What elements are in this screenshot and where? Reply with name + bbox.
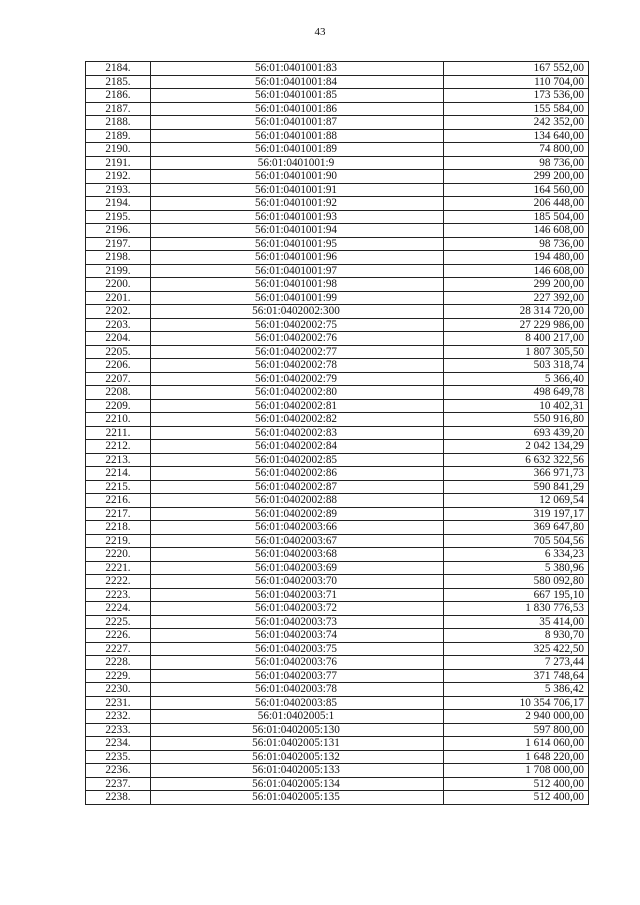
cadastral-value-cell: 98 736,00 bbox=[444, 237, 589, 251]
cadastral-value-cell: 590 841,29 bbox=[444, 480, 589, 494]
table-row bbox=[86, 575, 589, 589]
cadastral-number-cell: 56:01:0402003:70 bbox=[151, 575, 444, 589]
cadastral-value-cell: 167 552,00 bbox=[444, 62, 589, 76]
cadastral-number-cell: 56:01:0401001:91 bbox=[151, 183, 444, 197]
cadastral-number-cell: 56:01:0402005:132 bbox=[151, 750, 444, 764]
row-number-cell: 2202. bbox=[86, 305, 151, 319]
table-row bbox=[86, 467, 589, 481]
cadastral-number-cell: 56:01:0402003:66 bbox=[151, 521, 444, 535]
cadastral-number-cell: 56:01:0402003:72 bbox=[151, 602, 444, 616]
cadastral-number-cell: 56:01:0402002:81 bbox=[151, 399, 444, 413]
row-number-cell: 2205. bbox=[86, 345, 151, 359]
cadastral-number-cell: 56:01:0402002:89 bbox=[151, 507, 444, 521]
cadastral-number-cell: 56:01:0401001:98 bbox=[151, 278, 444, 292]
table-row bbox=[86, 602, 589, 616]
cadastral-number-cell: 56:01:0402002:76 bbox=[151, 332, 444, 346]
cadastral-number-cell: 56:01:0402002:86 bbox=[151, 467, 444, 481]
cadastral-value-cell: 319 197,17 bbox=[444, 507, 589, 521]
table-row bbox=[86, 359, 589, 373]
table-row bbox=[86, 521, 589, 535]
row-number-cell: 2204. bbox=[86, 332, 151, 346]
cadastral-number-cell: 56:01:0401001:84 bbox=[151, 75, 444, 89]
table-row bbox=[86, 143, 589, 157]
table-row bbox=[86, 494, 589, 508]
cadastral-number-cell: 56:01:0402003:78 bbox=[151, 683, 444, 697]
row-number-cell: 2184. bbox=[86, 62, 151, 76]
row-number-cell: 2197. bbox=[86, 237, 151, 251]
cadastral-value-cell: 2 042 134,29 bbox=[444, 440, 589, 454]
row-number-cell: 2230. bbox=[86, 683, 151, 697]
cadastral-number-cell: 56:01:0402003:77 bbox=[151, 669, 444, 683]
table-row bbox=[86, 696, 589, 710]
cadastral-number-cell: 56:01:0402005:131 bbox=[151, 737, 444, 751]
row-number-cell: 2192. bbox=[86, 170, 151, 184]
cadastral-value-cell: 8 400 217,00 bbox=[444, 332, 589, 346]
table-row bbox=[86, 291, 589, 305]
table-row bbox=[86, 480, 589, 494]
cadastral-number-cell: 56:01:0402002:75 bbox=[151, 318, 444, 332]
table-row bbox=[86, 534, 589, 548]
cadastral-number-cell: 56:01:0402002:80 bbox=[151, 386, 444, 400]
cadastral-value-cell: 693 439,20 bbox=[444, 426, 589, 440]
cadastral-value-cell: 369 647,80 bbox=[444, 521, 589, 535]
row-number-cell: 2191. bbox=[86, 156, 151, 170]
table-row bbox=[86, 561, 589, 575]
cadastral-number-cell: 56:01:0401001:90 bbox=[151, 170, 444, 184]
cadastral-value-cell: 299 200,00 bbox=[444, 278, 589, 292]
cadastral-value-cell: 146 608,00 bbox=[444, 224, 589, 238]
cadastral-number-cell: 56:01:0402003:74 bbox=[151, 629, 444, 643]
cadastral-value-cell: 6 334,23 bbox=[444, 548, 589, 562]
row-number-cell: 2194. bbox=[86, 197, 151, 211]
cadastral-value-cell: 2 940 000,00 bbox=[444, 710, 589, 724]
row-number-cell: 2195. bbox=[86, 210, 151, 224]
cadastral-number-cell: 56:01:0402005:134 bbox=[151, 777, 444, 791]
table-row bbox=[86, 723, 589, 737]
cadastral-number-cell: 56:01:0401001:92 bbox=[151, 197, 444, 211]
row-number-cell: 2235. bbox=[86, 750, 151, 764]
cadastral-value-cell: 299 200,00 bbox=[444, 170, 589, 184]
row-number-cell: 2223. bbox=[86, 588, 151, 602]
cadastral-value-cell: 206 448,00 bbox=[444, 197, 589, 211]
row-number-cell: 2185. bbox=[86, 75, 151, 89]
table-row bbox=[86, 89, 589, 103]
cadastral-number-cell: 56:01:0401001:93 bbox=[151, 210, 444, 224]
row-number-cell: 2218. bbox=[86, 521, 151, 535]
table-row bbox=[86, 669, 589, 683]
cadastral-number-cell: 56:01:0401001:85 bbox=[151, 89, 444, 103]
table-row bbox=[86, 453, 589, 467]
row-number-cell: 2214. bbox=[86, 467, 151, 481]
table-row bbox=[86, 386, 589, 400]
row-number-cell: 2188. bbox=[86, 116, 151, 130]
cadastral-value-cell: 155 584,00 bbox=[444, 102, 589, 116]
row-number-cell: 2229. bbox=[86, 669, 151, 683]
row-number-cell: 2200. bbox=[86, 278, 151, 292]
cadastral-value-cell: 512 400,00 bbox=[444, 777, 589, 791]
row-number-cell: 2224. bbox=[86, 602, 151, 616]
row-number-cell: 2211. bbox=[86, 426, 151, 440]
table-row bbox=[86, 777, 589, 791]
cadastral-number-cell: 56:01:0402002:82 bbox=[151, 413, 444, 427]
cadastral-value-cell: 28 314 720,00 bbox=[444, 305, 589, 319]
row-number-cell: 2209. bbox=[86, 399, 151, 413]
table-row bbox=[86, 332, 589, 346]
cadastral-number-cell: 56:01:0402002:85 bbox=[151, 453, 444, 467]
table-row bbox=[86, 62, 589, 76]
cadastral-value-cell: 173 536,00 bbox=[444, 89, 589, 103]
table-row bbox=[86, 156, 589, 170]
cadastral-value-cell: 5 380,96 bbox=[444, 561, 589, 575]
cadastral-number-cell: 56:01:0401001:95 bbox=[151, 237, 444, 251]
cadastral-number-cell: 56:01:0401001:94 bbox=[151, 224, 444, 238]
row-number-cell: 2207. bbox=[86, 372, 151, 386]
row-number-cell: 2233. bbox=[86, 723, 151, 737]
row-number-cell: 2206. bbox=[86, 359, 151, 373]
row-number-cell: 2217. bbox=[86, 507, 151, 521]
cadastral-number-cell: 56:01:0401001:87 bbox=[151, 116, 444, 130]
table-row bbox=[86, 615, 589, 629]
row-number-cell: 2220. bbox=[86, 548, 151, 562]
cadastral-value-cell: 580 092,80 bbox=[444, 575, 589, 589]
cadastral-value-cell: 6 632 322,56 bbox=[444, 453, 589, 467]
cadastral-value-cell: 1 807 305,50 bbox=[444, 345, 589, 359]
cadastral-number-cell: 56:01:0402002:78 bbox=[151, 359, 444, 373]
cadastral-number-cell: 56:01:0402003:68 bbox=[151, 548, 444, 562]
table-row bbox=[86, 75, 589, 89]
cadastral-value-cell: 185 504,00 bbox=[444, 210, 589, 224]
cadastral-number-cell: 56:01:0402005:133 bbox=[151, 764, 444, 778]
row-number-cell: 2213. bbox=[86, 453, 151, 467]
cadastral-value-cell: 667 195,10 bbox=[444, 588, 589, 602]
row-number-cell: 2210. bbox=[86, 413, 151, 427]
cadastral-value-cell: 705 504,56 bbox=[444, 534, 589, 548]
cadastral-value-cell: 227 392,00 bbox=[444, 291, 589, 305]
cadastral-number-cell: 56:01:0402003:71 bbox=[151, 588, 444, 602]
cadastral-value-cell: 242 352,00 bbox=[444, 116, 589, 130]
cadastral-value-cell: 1 830 776,53 bbox=[444, 602, 589, 616]
row-number-cell: 2215. bbox=[86, 480, 151, 494]
row-number-cell: 2193. bbox=[86, 183, 151, 197]
table-row bbox=[86, 116, 589, 130]
row-number-cell: 2228. bbox=[86, 656, 151, 670]
cadastral-value-table bbox=[85, 61, 589, 805]
cadastral-value-cell: 27 229 986,00 bbox=[444, 318, 589, 332]
row-number-cell: 2231. bbox=[86, 696, 151, 710]
row-number-cell: 2237. bbox=[86, 777, 151, 791]
table-row bbox=[86, 237, 589, 251]
table-row bbox=[86, 197, 589, 211]
cadastral-value-cell: 12 069,54 bbox=[444, 494, 589, 508]
row-number-cell: 2187. bbox=[86, 102, 151, 116]
row-number-cell: 2216. bbox=[86, 494, 151, 508]
row-number-cell: 2234. bbox=[86, 737, 151, 751]
cadastral-value-cell: 134 640,00 bbox=[444, 129, 589, 143]
row-number-cell: 2189. bbox=[86, 129, 151, 143]
cadastral-value-cell: 194 480,00 bbox=[444, 251, 589, 265]
cadastral-number-cell: 56:01:0402002:79 bbox=[151, 372, 444, 386]
cadastral-value-cell: 498 649,78 bbox=[444, 386, 589, 400]
table-row bbox=[86, 750, 589, 764]
table-row bbox=[86, 399, 589, 413]
table-row bbox=[86, 426, 589, 440]
cadastral-value-cell: 1 708 000,00 bbox=[444, 764, 589, 778]
cadastral-value-cell: 110 704,00 bbox=[444, 75, 589, 89]
table-row bbox=[86, 764, 589, 778]
cadastral-number-cell: 56:01:0402002:83 bbox=[151, 426, 444, 440]
row-number-cell: 2236. bbox=[86, 764, 151, 778]
page-number: 43 bbox=[314, 26, 326, 38]
row-number-cell: 2227. bbox=[86, 642, 151, 656]
cadastral-number-cell: 56:01:0401001:88 bbox=[151, 129, 444, 143]
cadastral-value-cell: 146 608,00 bbox=[444, 264, 589, 278]
cadastral-number-cell: 56:01:0402003:75 bbox=[151, 642, 444, 656]
row-number-cell: 2212. bbox=[86, 440, 151, 454]
cadastral-number-cell: 56:01:0401001:86 bbox=[151, 102, 444, 116]
cadastral-value-cell: 371 748,64 bbox=[444, 669, 589, 683]
table-row bbox=[86, 264, 589, 278]
row-number-cell: 2225. bbox=[86, 615, 151, 629]
table-row bbox=[86, 170, 589, 184]
cadastral-value-cell: 325 422,50 bbox=[444, 642, 589, 656]
row-number-cell: 2219. bbox=[86, 534, 151, 548]
cadastral-number-cell: 56:01:0402003:69 bbox=[151, 561, 444, 575]
cadastral-value-cell: 503 318,74 bbox=[444, 359, 589, 373]
table-row bbox=[86, 102, 589, 116]
cadastral-number-cell: 56:01:0402002:88 bbox=[151, 494, 444, 508]
row-number-cell: 2208. bbox=[86, 386, 151, 400]
cadastral-value-cell: 550 916,80 bbox=[444, 413, 589, 427]
cadastral-number-cell: 56:01:0402005:130 bbox=[151, 723, 444, 737]
cadastral-number-cell: 56:01:0402002:84 bbox=[151, 440, 444, 454]
cadastral-value-cell: 1 648 220,00 bbox=[444, 750, 589, 764]
cadastral-value-cell: 35 414,00 bbox=[444, 615, 589, 629]
row-number-cell: 2222. bbox=[86, 575, 151, 589]
row-number-cell: 2221. bbox=[86, 561, 151, 575]
cadastral-value-cell: 98 736,00 bbox=[444, 156, 589, 170]
cadastral-number-cell: 56:01:0402003:85 bbox=[151, 696, 444, 710]
row-number-cell: 2186. bbox=[86, 89, 151, 103]
table-row bbox=[86, 318, 589, 332]
table-row bbox=[86, 413, 589, 427]
cadastral-number-cell: 56:01:0402002:87 bbox=[151, 480, 444, 494]
table-row bbox=[86, 372, 589, 386]
table-row bbox=[86, 588, 589, 602]
cadastral-value-cell: 7 273,44 bbox=[444, 656, 589, 670]
cadastral-value-cell: 8 930,70 bbox=[444, 629, 589, 643]
cadastral-value-cell: 366 971,73 bbox=[444, 467, 589, 481]
cadastral-number-cell: 56:01:0402002:300 bbox=[151, 305, 444, 319]
cadastral-number-cell: 56:01:0401001:9 bbox=[151, 156, 444, 170]
row-number-cell: 2203. bbox=[86, 318, 151, 332]
table-row bbox=[86, 548, 589, 562]
table-row bbox=[86, 210, 589, 224]
table-row bbox=[86, 129, 589, 143]
row-number-cell: 2196. bbox=[86, 224, 151, 238]
table-row bbox=[86, 278, 589, 292]
cadastral-number-cell: 56:01:0402003:67 bbox=[151, 534, 444, 548]
cadastral-number-cell: 56:01:0401001:97 bbox=[151, 264, 444, 278]
table-row bbox=[86, 305, 589, 319]
table-row bbox=[86, 642, 589, 656]
cadastral-number-cell: 56:01:0402002:77 bbox=[151, 345, 444, 359]
cadastral-value-cell: 74 800,00 bbox=[444, 143, 589, 157]
cadastral-number-cell: 56:01:0402005:1 bbox=[151, 710, 444, 724]
table-row bbox=[86, 629, 589, 643]
table-row bbox=[86, 656, 589, 670]
cadastral-number-cell: 56:01:0401001:89 bbox=[151, 143, 444, 157]
table-row bbox=[86, 710, 589, 724]
cadastral-value-cell: 597 800,00 bbox=[444, 723, 589, 737]
cadastral-number-cell: 56:01:0402005:135 bbox=[151, 791, 444, 805]
cadastral-value-cell: 512 400,00 bbox=[444, 791, 589, 805]
table-row bbox=[86, 737, 589, 751]
cadastral-value-cell: 5 386,42 bbox=[444, 683, 589, 697]
table-row bbox=[86, 224, 589, 238]
cadastral-value-cell: 10 402,31 bbox=[444, 399, 589, 413]
cadastral-value-cell: 5 366,40 bbox=[444, 372, 589, 386]
table-body bbox=[86, 62, 589, 805]
cadastral-value-cell: 164 560,00 bbox=[444, 183, 589, 197]
table-row bbox=[86, 440, 589, 454]
cadastral-value-cell: 1 614 060,00 bbox=[444, 737, 589, 751]
table-row bbox=[86, 183, 589, 197]
table-row bbox=[86, 507, 589, 521]
table-row bbox=[86, 683, 589, 697]
table-row bbox=[86, 251, 589, 265]
cadastral-number-cell: 56:01:0401001:96 bbox=[151, 251, 444, 265]
table-row bbox=[86, 791, 589, 805]
cadastral-number-cell: 56:01:0402003:76 bbox=[151, 656, 444, 670]
cadastral-number-cell: 56:01:0402003:73 bbox=[151, 615, 444, 629]
cadastral-value-cell: 10 354 706,17 bbox=[444, 696, 589, 710]
row-number-cell: 2226. bbox=[86, 629, 151, 643]
row-number-cell: 2198. bbox=[86, 251, 151, 265]
cadastral-number-cell: 56:01:0401001:99 bbox=[151, 291, 444, 305]
cadastral-number-cell: 56:01:0401001:83 bbox=[151, 62, 444, 76]
row-number-cell: 2238. bbox=[86, 791, 151, 805]
row-number-cell: 2199. bbox=[86, 264, 151, 278]
row-number-cell: 2201. bbox=[86, 291, 151, 305]
row-number-cell: 2232. bbox=[86, 710, 151, 724]
table-row bbox=[86, 345, 589, 359]
row-number-cell: 2190. bbox=[86, 143, 151, 157]
